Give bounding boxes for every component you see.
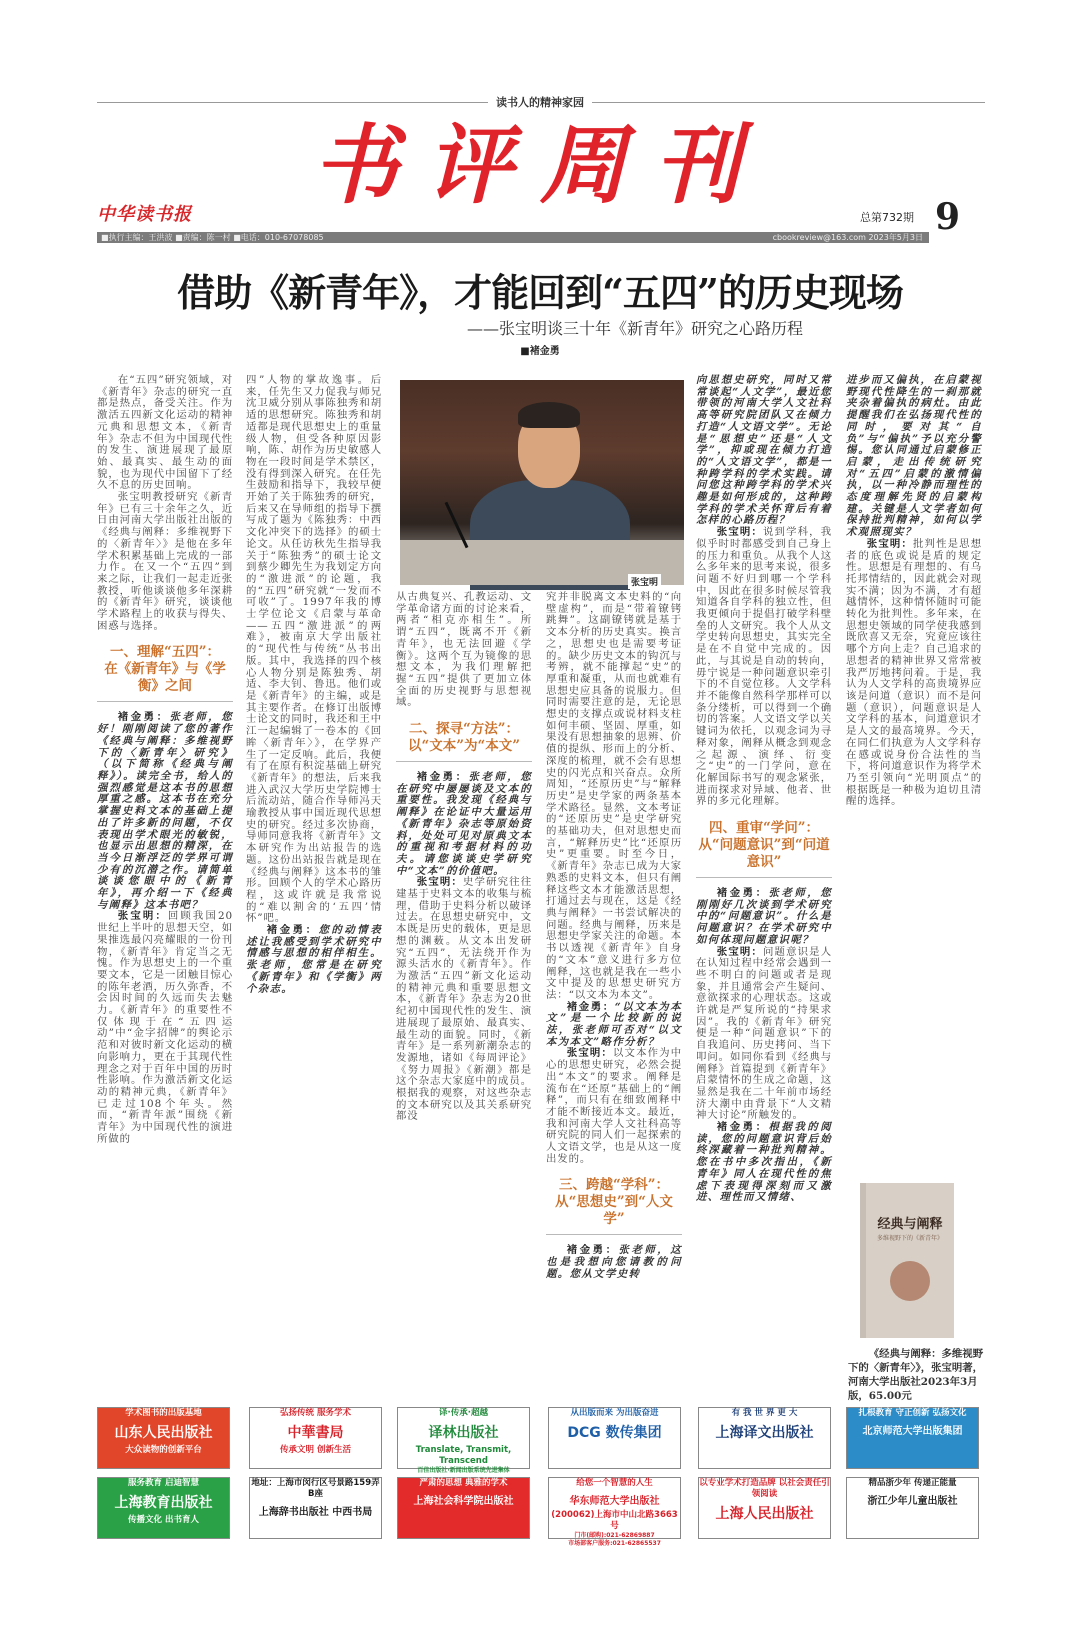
speaker-name: 褚金勇： xyxy=(566,1000,615,1013)
interviewer-question xyxy=(546,1002,682,1049)
paragraph-text: 问题意识是人在认知过程中经常会遇到一些不明白的问题或者是现象，并且通常会产生疑问、意欲探求的心理状态。这或许就是严复所说的“持果求因”。我的《新青年》研究便是一种“问题意识”下的自我追问、历史拷问、当下叩问。如同你看到《经典与阐释》首篇提到《新青年》启蒙情怀的生成之命题，这显然是我在二十年前市场经济大潮中由背景下“人文精神大讨论”所触发的。 xyxy=(696,945,832,1122)
paragraph-text: 四”人物的掌故逸事。后来，任先生又力促我与师兄沈卫威分别从事陈独秀和胡适的思想研究。陈独秀和胡适都是现代思想史上的重量级人物，但受各种原因影响，陈、胡作为历史敏感人物在一段时间是学术禁区，没有得到深入研究。在任先生鼓励和指导下，我较早便开始了关于陈独秀的研究，后来又在导师组的指导下撰写成了题为《陈独秀：中西文化冲突下的选择》的硕士论文。从任访秋先生指导我关于“陈独秀”的硕士论文到蔡少卿先生为我划定方向的“激进派”的论题，我的“五四”研究就“一发而不可收”了。1997年我的博士学位论文《启蒙与革命——五四“激进派”的两难》，被南京大学出版社的“现代性与传统”丛书出版。其中，我选择的四个核心人物分别是陈独秀、胡适、李大钊、鲁迅。他们或是《新青年》的主编，或是其主要作者。在修订出版博士论文的同时，我还和王中江一起编辑了一卷本的《回眸〈新青年〉》，在学界产生了一定反响。此后，我便有了在原有积淀基础上研究《新青年》的想法，后来我进入武汉大学历史学院博士后流动站，随合作导师冯天瑜教授从事中国近现代思想史的研究。经过多次协商，导师同意我将《新青年》文本研究作为出站报告的选题。这份出站报告就是现在《经典与阐释》这本书的雏形。回顾个人的学术心路历程，这或许就是我常说的“难以割舍的‘五四’情怀”吧。 xyxy=(246,374,382,925)
paragraph xyxy=(546,592,682,1002)
paragraph-text: 张宝明教授研究《新青年》已有三十余年之久，近日由河南大学出版社出版的《经典与阐释：多维视野下的〈新青年〉》是他在多年学术积累基础上完成的一部力作。在又一个“五四”到来之际，让我们一起走近张教授，听他谈谈他多年深耕的《新青年》研究，谈谈他学术路程上的收获与得失、困惑与选择。 xyxy=(97,491,233,632)
paragraph-text: 张老师，这也是我想向您请教的问题。您从文学史转 xyxy=(546,1244,682,1280)
ad-slogan: (200062)上海市中山北路3663号 xyxy=(551,1510,678,1531)
interviewer-question xyxy=(97,712,233,911)
section-heading xyxy=(546,1177,682,1235)
paragraph-text: 进步而又偏执，在启蒙视野现代性降生的一刹那就夹杂着偏执的病灶。由此提醒我们在弘扬现代性的同时，要对其“自负”与“偏执”予以充分警惕。您认同通过启蒙修正启蒙，走出传统研究对“五四”启蒙的激情偏执，以一种冷静而理性的态度理解先贤的启蒙构建。关键是人文学者如何保持批判精神，如何以学术观照现实？ xyxy=(846,374,982,539)
publisher-ad[interactable] xyxy=(698,1477,831,1539)
interviewer-question xyxy=(246,925,382,995)
book-cover-emblem xyxy=(890,1261,930,1301)
paragraph-text: 张老师，您刚刚好几次谈到学术研究中的“问题意识”。什么是问题意识？在学术研究中如何体现问题意识呢？ xyxy=(696,887,832,946)
speaker-name: 张宝明： xyxy=(716,526,763,539)
page-number: 9 xyxy=(935,196,961,238)
ad-slogan: 门市(邮购):021-62869887 xyxy=(574,1532,655,1539)
publisher-ad[interactable] xyxy=(97,1477,230,1539)
ad-publisher-name: 北京师范大学出版集团 xyxy=(862,1426,963,1437)
section-heading-line: 三、跨越“学科”： xyxy=(558,1177,670,1194)
speaker-name: 张宝明： xyxy=(566,1047,613,1060)
article-column xyxy=(546,592,682,1395)
speaker-name: 张宝明： xyxy=(866,537,913,550)
publisher-ad[interactable] xyxy=(698,1407,831,1469)
section-heading-line: 从“问题意识”到“问道意识” xyxy=(698,837,830,871)
paragraph-text: 以文本作为中心的思想史研究，必然会提出“本文”的要求。阐释是流布在“还原”基础上的“阐释”，而只有在细致阐释中才能不断接近本文。最近，我和河南大学人文社科高等研究院的同人们一起探索的人文语文学，也是从这一度出发的。 xyxy=(546,1047,682,1165)
article-title: 借助《新青年》，才能回到“五四”的历史现场 xyxy=(177,270,903,315)
ad-slogan: 学术图书的出版基地 xyxy=(125,1408,202,1418)
publisher-ad[interactable] xyxy=(397,1477,530,1539)
book-caption: 《经典与阐释：多维视野下的〈新青年〉》，张宝明著，河南大学出版社2023年3月版，65.00元 xyxy=(848,1348,984,1402)
ad-slogan: 传播文化 出书育人 xyxy=(128,1515,199,1525)
ad-slogan: Translate, Transmit, Transcend xyxy=(415,1445,512,1466)
ad-publisher-name: 华东师范大学出版社 xyxy=(569,1496,660,1507)
book-cover-subtitle: 多维视野下的《新青年》 xyxy=(876,1235,943,1242)
ad-slogan: 扎根教育 守正创新 弘扬文化 xyxy=(858,1408,967,1418)
paragraph-text: 究并非脱离文本史料的“向壁虚构”，而是“带着镣铐跳舞”。这副镣铐就是基于文本分析的历史真实。换言之，思想史也是需要考证的。缺少历史文本的钩沉与考辨，就不能撑起“史”的厚重和凝重，从而也就难有思想史应具备的说服力。但同时需要注意的是，无论思想史的支撑点或说材料支柱如何丰硕、坚固、厚重，如果没有思想抽象的思辨、价值的提纵、形而上的分析、深度的梳理，就不会有思想史的闪光点和兴奋点。众所周知，“还原历史”与“解释历史”是史学家的两条基本学术路径。显然，文本考证的“还原历史”是史学研究的基础功夫，但对思想史而言，“解释历史”比“还原历史”更重要。时至今日，《新青年》杂志已成为大家熟悉的史料文本，但只有阐释这些文本才能激活思想，打通过去与现在，这是《经典与阐释》一书尝试解决的问题。经典与阐释，历来是思想史学家关注的命题。本书以透视《新青年》自身的“文本”意义进行多方位阐释，这也就是我在一些小文中提及的思想史研究方法：“以文本为本文”。 xyxy=(546,591,682,1001)
newspaper-logo: 中华读书报 xyxy=(97,204,192,225)
paragraph xyxy=(696,947,832,1123)
ad-slogan: 严肃的思想 典雅的学术 xyxy=(419,1478,508,1488)
section-heading xyxy=(396,721,532,762)
paragraph xyxy=(846,539,982,808)
ad-slogan: 从出版而来 为出版奋进 xyxy=(570,1408,659,1418)
paragraph xyxy=(97,492,233,632)
paragraph-text: 您的动情表述让我感受到学术研究中情感与思想的相伴相生。张老师，您常是在研究《新青年》和《学衡》两个杂志。 xyxy=(246,924,382,995)
interviewer-question xyxy=(696,1122,832,1204)
paragraph-text: 在“五四”研究领域，对《新青年》杂志的研究一直都是热点，备受关注。作为激活五四新文化运动的精神元典和思想文本，《新青年》杂志不但为中国现代性的发生、演进展现了最原始、最真实、最生动的面貌，也为现代中国留下了经久不息的历史回响。 xyxy=(97,374,233,492)
paragraph-text: 从古典复兴、孔教运动、文学革命诸方面的讨论来看，两者“相克亦相生”。所谓“五四”，既离不开《新青年》，也无法回避《学衡》。这两个互为镜像的思想文本，为我们理解把握“五四”提供了更加立体全面的历史视野与思想视域。 xyxy=(396,591,532,709)
ad-slogan: 译·传承·超越 xyxy=(439,1408,488,1418)
publisher-ad[interactable] xyxy=(249,1477,382,1539)
ad-publisher-name: DCG 数传集团 xyxy=(567,1425,662,1441)
book-cover-title: 经典与阐释 xyxy=(877,1217,943,1232)
speaker-name: 张宝明： xyxy=(716,945,763,958)
speaker-name: 张宝明： xyxy=(416,876,463,889)
section-heading xyxy=(97,644,233,702)
section-heading-line: 在《新青年》与《学衡》之间 xyxy=(104,661,226,695)
publisher-ad[interactable] xyxy=(846,1407,979,1469)
interviewer-question xyxy=(696,888,832,947)
article-column xyxy=(246,375,382,1395)
ad-publisher-name: 上海译文出版社 xyxy=(715,1425,814,1441)
speaker-name: 褚金勇： xyxy=(716,1121,769,1134)
article-subtitle: ——张宝明谈三十年《新青年》研究之心路历程 xyxy=(466,319,803,338)
editor-info: ■执行主编：王洪波 ■责编：陈一村 ■电话：010-67078085 xyxy=(101,233,324,242)
paragraph xyxy=(546,1048,682,1165)
paragraph xyxy=(246,375,382,925)
section-heading-line: 二、探寻“方法”： xyxy=(408,721,520,738)
article-column xyxy=(396,592,532,1395)
ad-publisher-name: 上海教育出版社 xyxy=(114,1495,213,1511)
book-cover xyxy=(866,1183,954,1338)
section-heading xyxy=(696,820,832,878)
ad-slogan: 大众读物的创新平台 xyxy=(125,1445,202,1455)
ad-publisher-name: 山东人民出版社 xyxy=(114,1425,213,1441)
paragraph-text: 回顾我国20世纪上半叶的思想天空，如果推选最闪亮耀眼的一份刊物，《新青年》肯定当之无愧。作为思想史上的一个重要文本，它是一团触目惊心的陈年老酒，历久弥香，不会因时间的久远而失去魅力。《新青年》的重要性不仅体现于在“五四运动”中“金字招牌”的舆论示范和对彼时新文化运动的横向影响力，更在于其现代性理念之对于百年中国的历时性影响。作为激活新文化运动的精神元典，《新青年》已走过108个年头。然而，“新青年派”围绕《新青年》为中国现代性的演进所做的 xyxy=(97,910,233,1145)
paragraph-text: 史学研究往往建基于史料文本的收集与梳理，借助于史料分析以破译过去。在思想史研究中，文本既是历史的载体，更是思想的渊薮。从文本出发研究“五四”，无法绕开作为源头活水的《新青年》。作为激活“五四”新文化运动的精神元典和重要思想文本，《新青年》杂志为20世纪初中国现代性的发生、演进展现了最原始、最真实、最生动的面貌。同时，《新青年》是一系列新潮杂志的发源地，诸如《每周评论》《努力周报》《新潮》都是这个杂志大家庭中的成员。根据我的观察，对这些杂志的文本研究以及其关系研究都没 xyxy=(396,876,532,1123)
masthead: 书评周刊 xyxy=(312,115,768,216)
interviewer-question xyxy=(546,1245,682,1280)
article-column xyxy=(97,375,233,1395)
ad-slogan: 服务教育 启迪智慧 xyxy=(128,1478,199,1488)
paragraph xyxy=(97,911,233,1145)
article-column xyxy=(696,375,832,1395)
paragraph xyxy=(396,877,532,1123)
ad-slogan: 给您一个智慧的人生 xyxy=(576,1478,653,1488)
ad-publisher-name: 译林出版社 xyxy=(428,1425,499,1441)
ad-publisher-name: 上海人民出版社 xyxy=(715,1506,814,1522)
paragraph-text: 根据我的阅读，您的问题意识背后始终深藏着一种批判精神。您在书中多次指出，《新青年》同人在现代性的焦虑下表现得深刻而又激进、理性而又情绪、 xyxy=(696,1121,832,1204)
speaker-name: 褚金勇： xyxy=(566,1244,619,1257)
article-column xyxy=(846,375,982,1175)
paragraph xyxy=(396,592,532,709)
interviewer-question xyxy=(846,375,982,539)
paragraph-text: 说到学科，我似乎时时都感受到自己身上的压力和重负。从我个人这么多年来的思考来说，很多问题不好归到哪一个学科中，因此在很多时候尽管我知道各自学科的独立性，但我更倾向于提倡打破学科壁垒的人文研究。我个人从文学史转向思想史，其实完全是在不自觉中完成的。因此，与其说是自动的转向，毋宁说是一种问题意识牵引下的不自觉位移。人文学科并不能像自然科学那样可以条分缕析，可以得到一个确切的答案。人文语文学以关键词为依托，以观念词为寻释对象，阐释从概念到观念之起源、演绎、衍变之“史”的一门学问，意在化解国际书写的观念紧张，进而探求对异域、他者、世界的多元化理解。 xyxy=(696,526,832,808)
tagline-text: 读书人的精神家园 xyxy=(488,96,592,109)
publisher-ad[interactable] xyxy=(97,1407,230,1469)
paragraph xyxy=(696,527,832,808)
ad-slogan: 精品浙少年 传递正能量 xyxy=(868,1478,957,1488)
publisher-ad[interactable] xyxy=(249,1407,382,1469)
interviewer-question xyxy=(396,772,532,877)
ad-slogan: 传承文明 创新生活 xyxy=(280,1445,351,1455)
publisher-ad[interactable] xyxy=(397,1407,530,1474)
ad-publisher-name: 上海辞书出版社 中西书局 xyxy=(258,1507,373,1518)
paragraph-text: 批判性是思想者的底色或说是盾的规定性。思想是有理想的、有乌托邦情结的，因此就会对现实不满；因为不满，才有超越情怀，这种情怀随时可能转化为批判性。多年来，在思想史领域的同学使我感到既欣喜又无奈，究竟应该往哪个方向上走？自己追求的思想者的精神世界又常常被我严厉地拷问着。于是，我认为人文学科的高贵境界应该是问道（意识）而不是问题（意识），问题意识是人文学科的基本，问道意识才是人文的最高境界。今天，在同仁们执意为人文学科存在感或说身份合法性的当下，将问道意识作为将学术乃至引领向“光明顶点”的根据既是一种极为迫切且清醒的选择。 xyxy=(846,537,982,808)
publisher-ad[interactable] xyxy=(548,1407,681,1469)
paragraph-text: “以文本为本文”是一个比较新的说法，张老师可否对“以文本为本文”略作分析？ xyxy=(546,1000,682,1048)
ad-slogan: 市场部客户服务:021-62865537 xyxy=(568,1540,661,1547)
speaker-name: 褚金勇： xyxy=(416,771,469,784)
paragraph xyxy=(97,375,233,492)
ad-slogan: 百佳出版社·新闻出版系统先进集体 xyxy=(417,1467,510,1474)
publisher-ad[interactable] xyxy=(846,1477,979,1539)
speaker-name: 张宝明： xyxy=(117,910,168,923)
paragraph-text: 向思想史研究，同时又常常谈起“人文学”，最近您带领的河南大学人文社科高等研究院团队又在倾力打造“人文语文学”。无论是“思想史”还是“人文学”，抑或现在倾力打造的“人文语文学”，都是一种跨学科的学术实践。请问您这种跨学科的学术兴趣是如何形成的，这种跨学科的学术关怀背后有着怎样的心路历程？ xyxy=(696,374,832,527)
section-heading-line: 以“文本”为“本文” xyxy=(407,738,521,755)
info-bar xyxy=(97,232,929,243)
paragraph-text: 张老师，您在研究中屡屡谈及文本的重要性。我发现《经典与阐释》在论证中大量运用《新青年》杂志等原始资料，处处可见对原典文本的重视和考据材料的功夫。请您谈谈史学研究中“文本”的价值吧。 xyxy=(396,771,532,877)
byline: ■褚金勇 xyxy=(520,346,560,357)
ad-slogan: 以专业学术打造品牌 以社会责任引领阅读 xyxy=(699,1478,830,1499)
publisher-ad[interactable] xyxy=(548,1477,681,1547)
speaker-name: 褚金勇： xyxy=(117,711,170,724)
author-photo xyxy=(400,380,684,585)
ad-publisher-name: 浙江少年儿童出版社 xyxy=(867,1496,958,1507)
ad-slogan: 有 我 世 界 更 大 xyxy=(731,1408,798,1418)
contact-date: cbookreview@163.com 2023年5月3日 xyxy=(772,233,923,242)
tagline xyxy=(0,94,1080,110)
speaker-name: 褚金勇： xyxy=(716,887,769,900)
interviewer-question xyxy=(696,375,832,527)
ad-slogan: 地址：上海市闵行区号景路159弄B座 xyxy=(251,1478,380,1499)
section-heading-line: 从“思想史”到“人文学” xyxy=(555,1194,673,1228)
section-heading-line: 一、理解“五四”： xyxy=(109,644,221,661)
issue-number: 总第732期 xyxy=(860,211,914,224)
ad-publisher-name: 中華書局 xyxy=(287,1425,344,1441)
paragraph-text: 张老师，您好！刚刚阅读了您的著作《经典与阐释：多维视野下的〈新青年〉研究》（以下简称《经典与阐释》）。读完全书，给人的强烈感觉是这本书的思想厚重之感。这本书在充分掌握史料文本的基础上提出了许多新的问题，不仅表现出学术眼光的敏锐，也显示出思想的精深，在当今日渐浮泛的学界可谓少有的沉潜之作。请简单谈谈您眼中的《新青年》，再介绍一下《经典与阐释》这本书吧？ xyxy=(97,711,233,911)
ad-publisher-name: 上海社会科学院出版社 xyxy=(413,1496,514,1507)
ad-slogan: 弘扬传统 服务学术 xyxy=(280,1408,351,1418)
photo-caption: 张宝明 xyxy=(628,574,661,589)
section-heading-line: 四、重审“学问”： xyxy=(708,820,820,837)
speaker-name: 褚金勇： xyxy=(266,924,319,937)
